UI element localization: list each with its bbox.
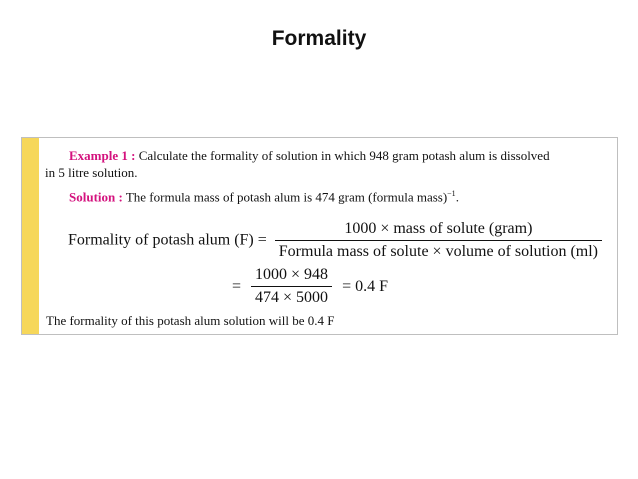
calculation-row [232, 266, 388, 307]
example-label: Example 1 : [69, 148, 136, 163]
example-question-continued: in 5 litre solution. [45, 165, 138, 180]
formula-lhs: Formality of potash alum (F) = [68, 231, 267, 249]
solution-text: The formula mass of potash alum is 474 gram (formula mass) [125, 189, 448, 205]
calc-equals: = [232, 277, 242, 295]
solution-line [69, 185, 611, 205]
example-question: Calculate the formality of solution in which 948 gram potash alum is dissolved [138, 148, 550, 163]
highlight-stripe [22, 138, 39, 334]
solution-superscript: −1 [447, 189, 456, 198]
calc-fraction [251, 266, 332, 307]
formula-numerator: 1000 × mass of solute (gram) [275, 220, 602, 241]
slide-title: Formality [271, 27, 367, 50]
calc-denominator: 474 × 5000 [255, 289, 329, 306]
formula-denominator: Formula mass of solute × volume of solution (ml) [278, 243, 598, 260]
formula-row [68, 220, 602, 261]
textbook-excerpt [21, 137, 618, 335]
calc-result: = 0.4 F [342, 277, 388, 295]
conclusion-text: The formality of this potash alum solution will be 0.4 F [46, 313, 335, 328]
example-line [69, 147, 611, 164]
solution-label: Solution : [69, 189, 123, 205]
solution-end: . [455, 189, 459, 205]
calc-numerator: 1000 × 948 [251, 266, 332, 287]
excerpt-content [45, 147, 611, 205]
formula-fraction [275, 220, 602, 261]
